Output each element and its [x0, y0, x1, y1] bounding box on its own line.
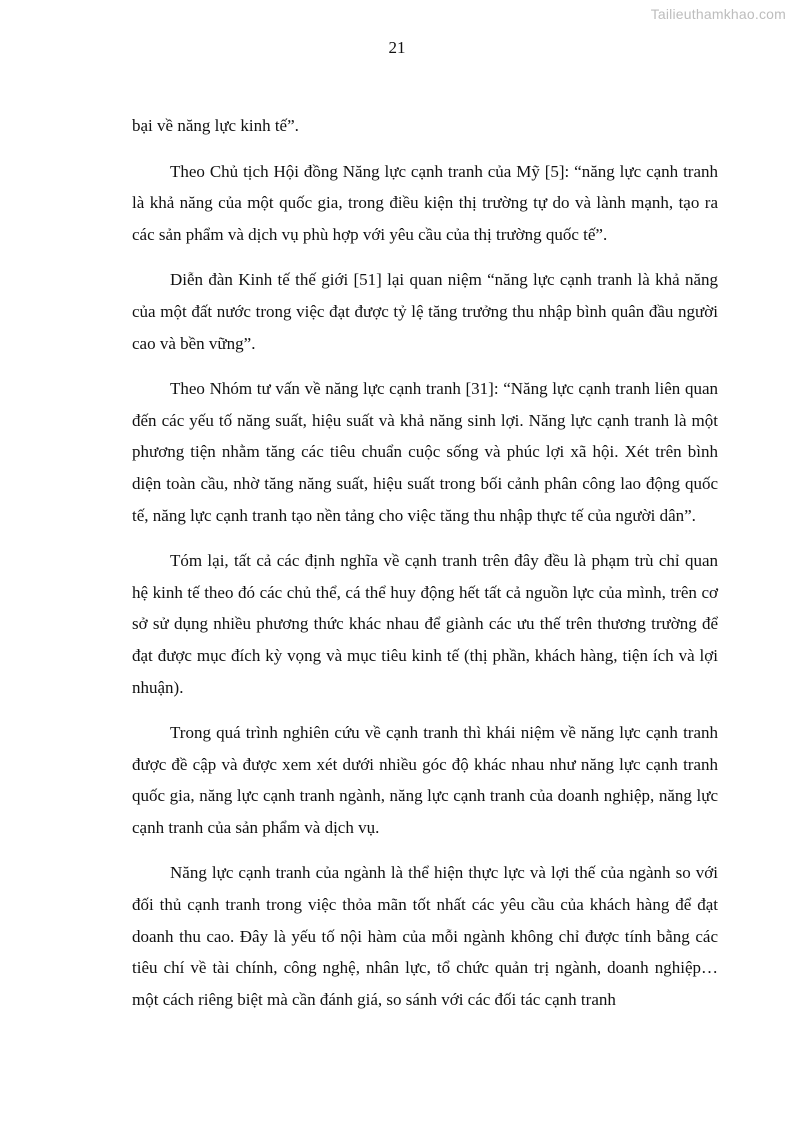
paragraph-wef-definition: Diễn đàn Kinh tế thế giới [51] lại quan niệm “năng lực cạnh tranh là khả năng của một đất nước trong việc đạt được tỷ lệ tăng trưởng thu nhập bình quân đầu người cao và bền vững”. [132, 270, 718, 353]
document-body [132, 110, 718, 1029]
page-number: 21 [388, 38, 406, 57]
paragraph-us-council-definition: Theo Chủ tịch Hội đồng Năng lực cạnh tranh của Mỹ [5]: “năng lực cạnh tranh là khả năng của một quốc gia, trong điều kiện thị trường tự do và lành mạnh, tạo ra các sản phẩm và dịch vụ phù hợp với yêu cầu của thị trường quốc tế”. [132, 161, 718, 244]
paragraph-research-perspectives: Trong quá trình nghiên cứu về cạnh tranh thì khái niệm về năng lực cạnh tranh được đề cập và được xem xét dưới nhiều góc độ khác nhau như năng lực cạnh tranh quốc gia, năng lực cạnh tranh ngành, năng lực cạnh tranh của doanh nghiệp, năng lực cạnh tranh của sản phẩm và dịch vụ. [132, 723, 718, 837]
paragraph-continuation: bại về năng lực kinh tế”. [132, 116, 299, 135]
paragraph-advisory-group-definition: Theo Nhóm tư vấn về năng lực cạnh tranh [31]: “Năng lực cạnh tranh liên quan đến các yếu tố năng suất, hiệu suất và khả năng sinh lợi. Năng lực cạnh tranh là một phương tiện nhằm tăng các tiêu chuẩn cuộc sống và phúc lợi xã hội. Xét trên bình diện toàn cầu, nhờ tăng năng suất, hiệu suất trong bối cảnh phân công lao động quốc tế, năng lực cạnh tranh tạo nền tảng cho việc tăng thu nhập thực tế của người dân”. [132, 379, 718, 525]
paragraph-summary: Tóm lại, tất cả các định nghĩa về cạnh tranh trên đây đều là phạm trù chỉ quan hệ kinh tế theo đó các chủ thể, cá thể huy động hết tất cả nguồn lực của mình, trên cơ sở sử dụng nhiều phương thức khác nhau để giành các ưu thế trên thương trường để đạt được mục đích kỳ vọng và mục tiêu kinh tế (thị phần, khách hàng, tiện ích và lợi nhuận). [132, 551, 718, 697]
watermark: Tailieuthamkhao.com [650, 6, 786, 22]
paragraph-industry-competitiveness: Năng lực cạnh tranh của ngành là thể hiện thực lực và lợi thế của ngành so với đối thủ cạnh tranh trong việc thỏa mãn tốt nhất các yêu cầu của khách hàng để đạt doanh thu cao. Đây là yếu tố nội hàm của mỗi ngành không chỉ được tính bằng các tiêu chí về tài chính, công nghệ, nhân lực, tổ chức quản trị ngành, doanh nghiệp… một cách riêng biệt mà cần đánh giá, so sánh với các đối tác cạnh tranh [132, 863, 718, 1009]
